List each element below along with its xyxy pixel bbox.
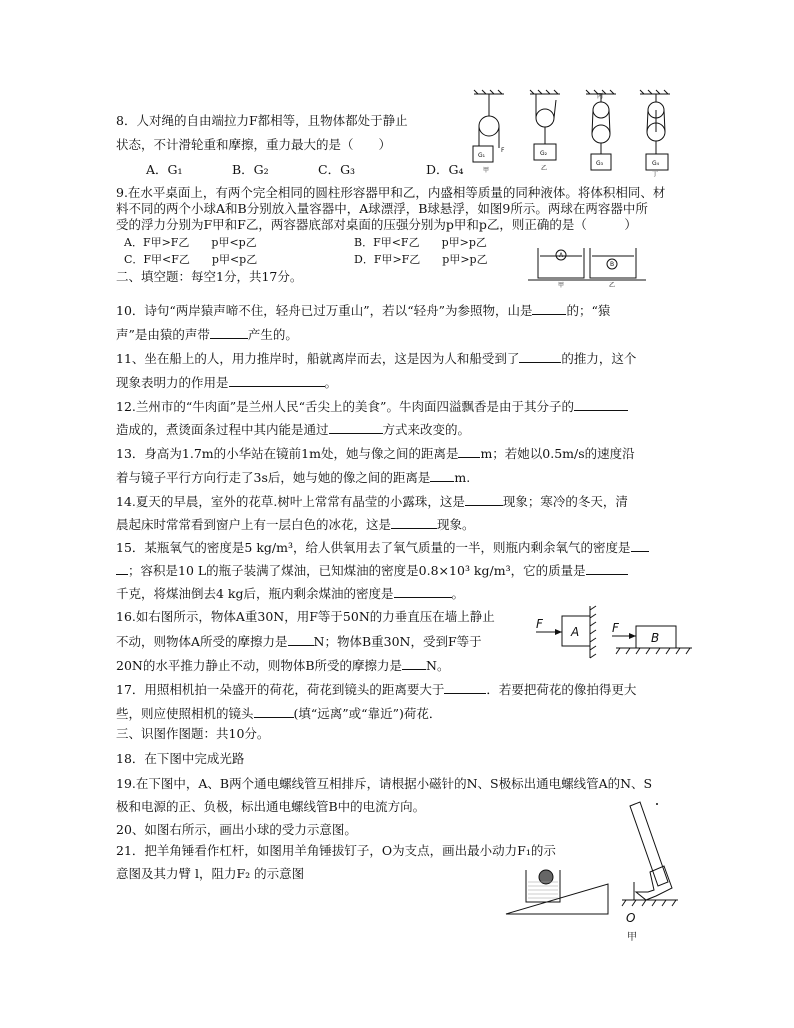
- q9-line3: 受的浮力分别为F甲和F乙，两容器底部对桌面的压强分别为p甲和p乙，则正确的是（ ）: [116, 217, 637, 232]
- q12-blank1[interactable]: [574, 398, 628, 411]
- q16-line1: 16.如右图所示，物体A重30N，用F等于50N的力垂直压在墙上静止: [116, 609, 495, 624]
- q16-blocks-figure: [532, 602, 698, 662]
- q13-line2: 着与镜子平行方向行走了3s后，她与她的像之间的距离是 m.: [116, 470, 471, 485]
- q11-blank1[interactable]: [519, 350, 561, 363]
- q8-option-a: A．G₁: [146, 162, 183, 177]
- q13-blank1[interactable]: [458, 445, 480, 458]
- q15-blank2[interactable]: [586, 562, 628, 575]
- q8-line1: 8．人对绳的自由端拉力F都相等，且物体都处于静止: [116, 113, 408, 128]
- q16-block-a-label: A: [571, 625, 580, 639]
- q11-line1: 11、坐在船上的人，用力推岸时，船就离岸而去，这是因为人和船受到了 的推力，这个: [116, 351, 637, 366]
- q8-label-bing: 丙: [597, 93, 604, 100]
- q11-blank2[interactable]: [229, 374, 325, 387]
- q13-line1: 13．身高为1.7m的小华站在镜前1m处，她与像之间的距离是 m；若她以0.5m/s的速度沿: [116, 446, 635, 461]
- q16-block-b-label: B: [651, 631, 660, 645]
- q21-line2: 意图及其力臂 l，阻力F₂ 的示意图: [116, 866, 305, 881]
- q21-line1: 21．把羊角锤看作杠杆，如图用羊角锤拔钉子，O为支点，画出最小动力F₁的示: [116, 843, 556, 858]
- q10-blank2[interactable]: [210, 326, 248, 339]
- q8-line2: 状态，不计滑轮重和摩擦，重力最大的是（ ）: [116, 137, 392, 152]
- q15-blank3[interactable]: [394, 585, 452, 598]
- q10-blank1[interactable]: [532, 302, 566, 315]
- q8-label-yi: 乙: [541, 165, 548, 172]
- q14-blank1[interactable]: [465, 493, 503, 506]
- q8-option-b: B．G₂: [232, 162, 269, 177]
- q19-line1: 19.在下图中，A、B两个通电螺线管互相排斥，请根据小磁针的N、S极标出通电螺线管A的N、S: [116, 776, 653, 791]
- q9-ball-b: B: [610, 261, 615, 268]
- section2-heading: 二、填空题：每空1分，共17分。: [116, 269, 303, 284]
- q9-containers-figure: [528, 244, 648, 288]
- section3-heading: 三、识图作图题：共10分。: [116, 726, 270, 741]
- q17-blank1[interactable]: [444, 681, 486, 694]
- q8-weight-g1: G₁: [478, 152, 486, 159]
- q9-line2: 料不同的两个小球A和B分别放入量容器中，A球漂浮，B球悬浮，如图9所示。两球在两容器中所: [116, 201, 648, 216]
- q19-line2: 极和电源的正、负极，标出通电螺线管B中的电流方向。: [116, 799, 426, 814]
- q8-option-d: D．G₄: [426, 162, 464, 177]
- q15-blank1a[interactable]: [631, 539, 649, 552]
- q21-figure-label: 甲: [627, 932, 637, 943]
- q9-label-yi: 乙: [609, 282, 616, 289]
- q14-blank2[interactable]: [391, 516, 437, 529]
- q16-line3: 20N的水平推力静止不动，则物体B所受的摩擦力是 N。: [116, 658, 450, 673]
- q9-line1: 9.在水平桌面上，有两个完全相同的圆柱形容器甲和乙，内盛相等质量的同种液体。将体积相同、材: [116, 185, 666, 200]
- q14-line2: 晨起床时常常看到窗户上有一层白色的冰花，这是 现象。: [116, 517, 475, 532]
- q9-option-a: A．F甲>F乙 p甲<p乙: [124, 236, 257, 249]
- q9-option-d: D．F甲>F乙 p甲>p乙: [354, 253, 488, 266]
- q16-blank1[interactable]: [288, 633, 314, 646]
- q16-line2: 不动，则物体A所受的摩擦力是 N；物体B重30N，受到F等于: [116, 634, 482, 649]
- q8-option-c: C．G₃: [318, 162, 356, 177]
- q9-option-b: B．F甲<F乙 p甲>p乙: [354, 236, 487, 249]
- q16-force-a-label: F: [536, 617, 543, 631]
- q8-weight-g2: G₂: [540, 150, 548, 157]
- q12-line1: 12.兰州市的“牛肉面”是兰州人民“舌尖上的美食”。牛肉面四溢飘香是由于其分子的: [116, 398, 628, 415]
- q12-blank2[interactable]: [329, 421, 383, 434]
- q21-claw-hammer-figure: [600, 800, 680, 960]
- q8-weight-g3: G₃: [596, 160, 604, 167]
- q11-line2: 现象表明力的作用是 。: [116, 375, 338, 390]
- q15-line2: ；容积是10 L的瓶子装满了煤油，已知煤油的密度是0.8×10³ kg/m³，它的质量是: [116, 562, 628, 579]
- q15-line1: 15．某瓶氧气的密度是5 kg/m³，给人供氧用去了氧气质量的一半，则瓶内剩余氧气的密度是: [116, 539, 649, 556]
- q17-line2: 些，则应使照相机的镜头 (填“远离”或“靠近”)荷花．: [116, 706, 442, 721]
- q16-force-b-label: F: [612, 621, 619, 635]
- q15-blank1b[interactable]: [116, 562, 128, 575]
- q21-pivot-label: O: [626, 911, 636, 925]
- q10-line1: 10．诗句“两岸猿声啼不住，轻舟已过万重山”，若以“轻舟”为参照物，山是 的；“猿: [116, 303, 611, 318]
- q13-blank2[interactable]: [430, 469, 454, 482]
- q18-text: 18．在下图中完成光路: [116, 751, 245, 766]
- q10-line2: 声”是由猿的声带 产生的。: [116, 327, 298, 342]
- q9-ball-a: A: [559, 252, 564, 259]
- q20-ball-on-incline-figure: [504, 862, 614, 918]
- q20-text: 20、如图右所示，画出小球的受力示意图。: [116, 822, 357, 837]
- q17-line1: 17．用照相机拍一朵盛开的荷花，荷花到镜头的距离要大于 ．若要把荷花的像拍得更大: [116, 682, 637, 697]
- q14-line1: 14.夏天的早晨，室外的花草.树叶上常常有晶莹的小露珠，这是 现象；寒冷的冬天，清: [116, 494, 628, 509]
- q12-line2: 造成的，煮烫面条过程中其内能是通过 方式来改变的。: [116, 422, 471, 437]
- q17-blank2[interactable]: [254, 705, 294, 718]
- q9-label-jia: 甲: [558, 282, 565, 289]
- q8-pulley-figure: [470, 88, 680, 176]
- q8-label-jia: 甲: [483, 167, 490, 174]
- q15-line3: 千克，将煤油倒去4 kg后，瓶内剩余煤油的密度是 。: [116, 586, 465, 601]
- q8-force-label: F: [501, 147, 505, 154]
- q8-label-ding: 丁: [652, 171, 659, 178]
- q9-option-c: C．F甲<F乙 p甲<p乙: [124, 253, 258, 266]
- q8-weight-g4: G₄: [652, 160, 660, 167]
- q16-blank2[interactable]: [402, 657, 426, 670]
